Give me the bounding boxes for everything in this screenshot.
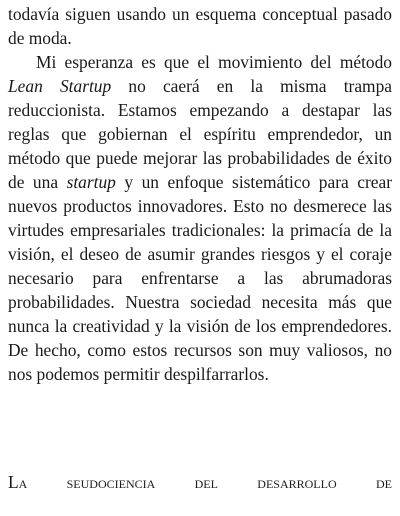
- heading-word-5: de: [375, 472, 392, 492]
- heading-word-3: del: [194, 472, 218, 492]
- lean-startup-term: Lean Startup: [8, 76, 112, 96]
- heading-word-1: La: [8, 472, 28, 492]
- startup-term: startup: [66, 172, 116, 192]
- paragraph-2-text-b: no caerá en la misma trampa reduccionista. Estamos empezando a destapar las reglas que gobiernan el espíritu emprendedor, un método que puede mejorar las probabilidades de éxito de una: [8, 76, 392, 192]
- paragraph-2: [8, 50, 392, 386]
- heading-word-4: desarrollo: [257, 472, 337, 492]
- paragraph-1-text: todavía siguen usando un esquema conceptual pasado de moda.: [8, 4, 392, 48]
- document-body: [8, 2, 392, 386]
- heading-word-2: seudociencia: [66, 472, 156, 492]
- paragraph-2-text-c: y un enfoque sistemático para crear nuevos productos innovadores. Esto no desmerece las virtudes empresariales tradicionales: la primacía de la visión, el deseo de asumir grandes riesgos y el coraje necesario para enfrentarse a las abrumadoras probabilidades. Nuestra sociedad necesita más que nunca la creatividad y la visión de los emprendedores. De hecho, como estos recursos son muy valiosos, no nos podemos permitir despilfarrarlos.: [8, 172, 392, 384]
- section-heading: [8, 470, 392, 494]
- paragraph-1: [8, 2, 392, 50]
- paragraph-2-text-a: Mi esperanza es que el movimiento del método: [36, 52, 392, 72]
